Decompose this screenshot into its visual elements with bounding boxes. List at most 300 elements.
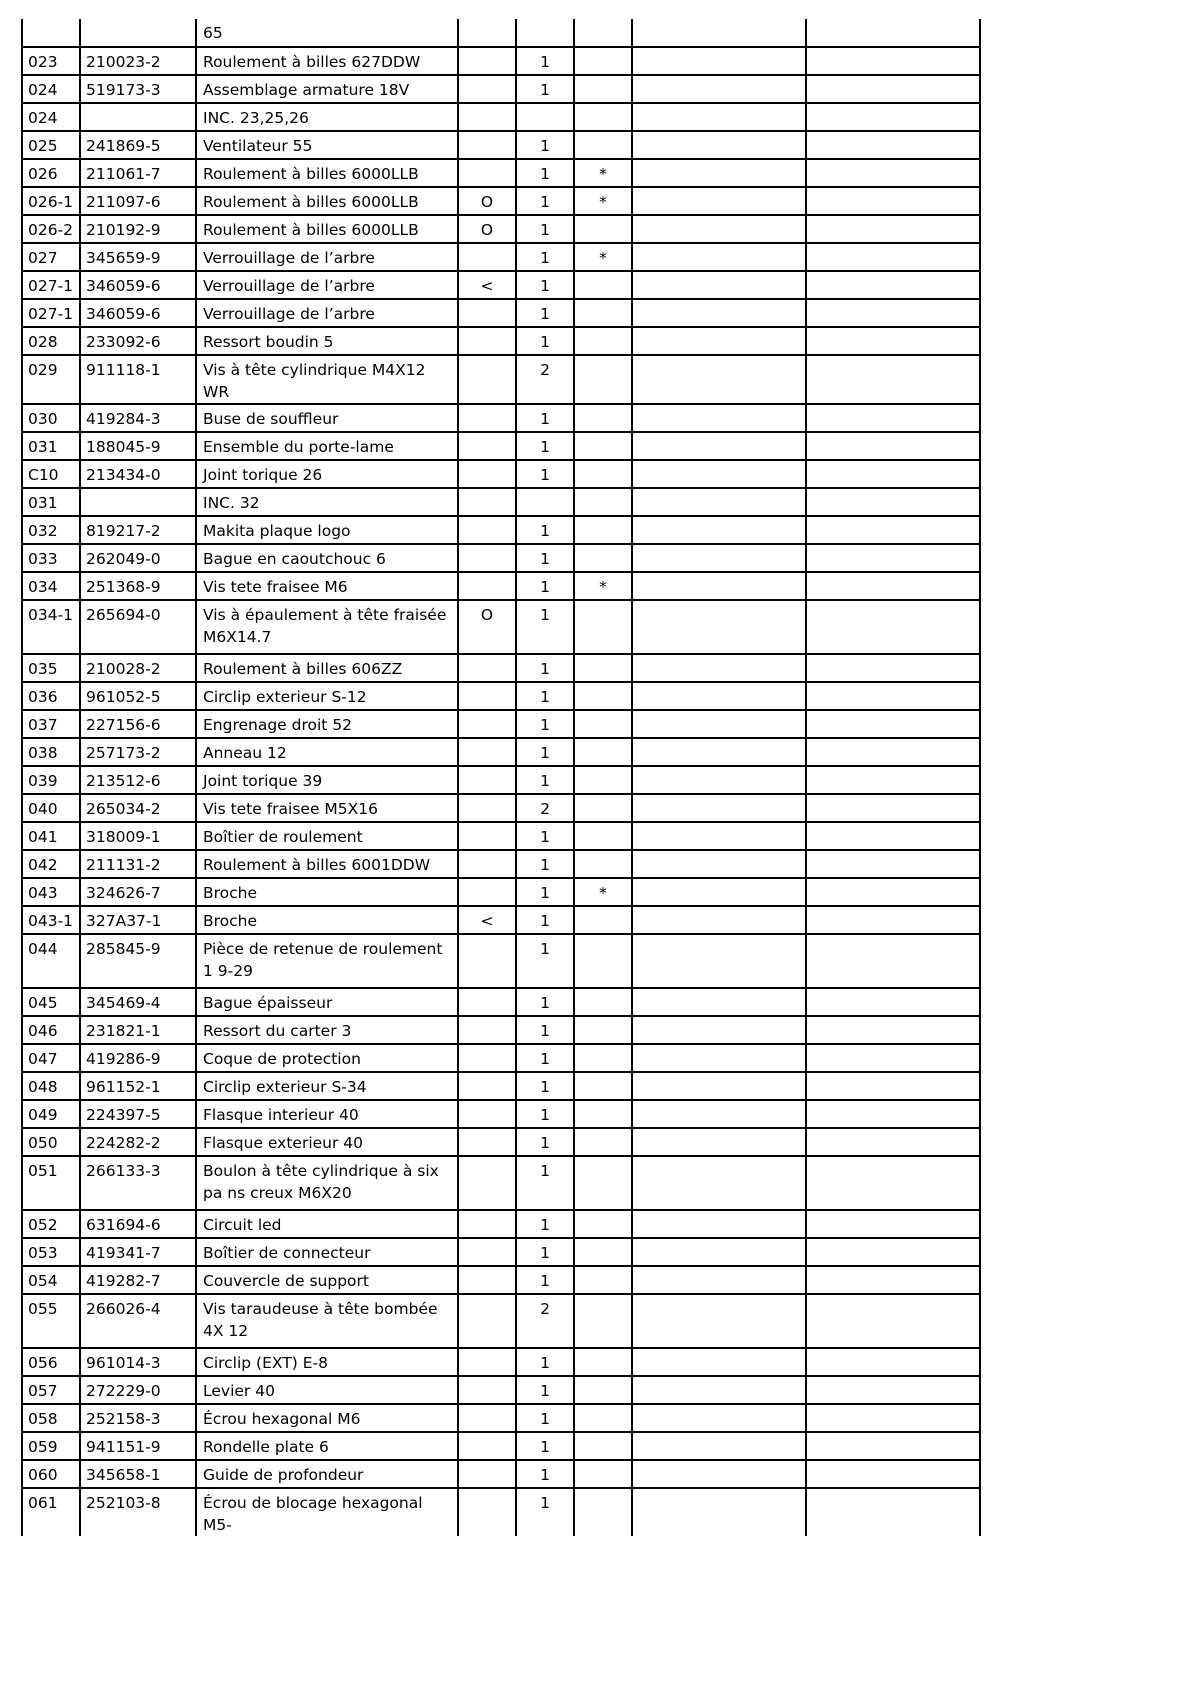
cell-quantity: 1 xyxy=(516,1488,574,1536)
cell-flag xyxy=(458,131,516,159)
cell-flag xyxy=(458,1238,516,1266)
table-row xyxy=(22,488,980,516)
cell-description: Engrenage droit 52 xyxy=(196,710,458,738)
cell-flag xyxy=(458,766,516,794)
cell-description: Levier 40 xyxy=(196,1376,458,1404)
cell-note-a xyxy=(632,1016,806,1044)
cell-ref-no: 058 xyxy=(22,1404,80,1432)
cell-ref-no: 028 xyxy=(22,327,80,355)
table-row xyxy=(22,738,980,766)
cell-part-no: 419341-7 xyxy=(80,1238,196,1266)
cell-star xyxy=(574,682,632,710)
cell-description: Guide de profondeur xyxy=(196,1460,458,1488)
cell-flag xyxy=(458,460,516,488)
table-row xyxy=(22,1016,980,1044)
cell-quantity: 1 xyxy=(516,878,574,906)
cell-flag xyxy=(458,103,516,131)
cell-note-a xyxy=(632,572,806,600)
cell-star xyxy=(574,738,632,766)
cell-flag xyxy=(458,1376,516,1404)
cell-quantity: 1 xyxy=(516,131,574,159)
cell-flag xyxy=(458,1072,516,1100)
cell-flag xyxy=(458,738,516,766)
cell-part-no: 227156-6 xyxy=(80,710,196,738)
cell-ref-no: 059 xyxy=(22,1432,80,1460)
cell-star xyxy=(574,850,632,878)
cell-ref-no: 041 xyxy=(22,822,80,850)
table-row xyxy=(22,906,980,934)
table-row xyxy=(22,271,980,299)
cell-star: * xyxy=(574,243,632,271)
cell-ref-no: 049 xyxy=(22,1100,80,1128)
cell-note-a xyxy=(632,1156,806,1210)
table-row xyxy=(22,404,980,432)
cell-flag xyxy=(458,1294,516,1348)
cell-flag xyxy=(458,1266,516,1294)
cell-description: Makita plaque logo xyxy=(196,516,458,544)
table-row xyxy=(22,682,980,710)
cell-part-no: 819217-2 xyxy=(80,516,196,544)
cell-description: Vis à tête cylindrique M4X12 WR xyxy=(196,355,458,404)
cell-description: Roulement à billes 606ZZ xyxy=(196,654,458,682)
cell-quantity: 1 xyxy=(516,1044,574,1072)
cell-note-b xyxy=(806,1376,980,1404)
table-row xyxy=(22,460,980,488)
cell-quantity: 1 xyxy=(516,766,574,794)
cell-part-no: 324626-7 xyxy=(80,878,196,906)
cell-part-no: 241869-5 xyxy=(80,131,196,159)
cell-description: 65 xyxy=(196,19,458,47)
cell-note-a xyxy=(632,1460,806,1488)
cell-star xyxy=(574,460,632,488)
cell-flag xyxy=(458,934,516,988)
table-row xyxy=(22,1376,980,1404)
cell-ref-no: 029 xyxy=(22,355,80,404)
cell-star xyxy=(574,654,632,682)
cell-note-b xyxy=(806,215,980,243)
cell-description: Couvercle de support xyxy=(196,1266,458,1294)
cell-star xyxy=(574,1488,632,1536)
cell-note-b xyxy=(806,1044,980,1072)
cell-part-no: 345469-4 xyxy=(80,988,196,1016)
cell-quantity: 1 xyxy=(516,299,574,327)
cell-flag: O xyxy=(458,215,516,243)
cell-star xyxy=(574,906,632,934)
cell-part-no: 224397-5 xyxy=(80,1100,196,1128)
cell-ref-no xyxy=(22,19,80,47)
table-row xyxy=(22,1156,980,1210)
cell-note-b xyxy=(806,934,980,988)
cell-note-a xyxy=(632,1210,806,1238)
cell-description: Verrouillage de l’arbre xyxy=(196,299,458,327)
table-row xyxy=(22,710,980,738)
cell-ref-no: 027-1 xyxy=(22,299,80,327)
cell-note-b xyxy=(806,488,980,516)
cell-flag xyxy=(458,682,516,710)
cell-note-a xyxy=(632,103,806,131)
cell-note-a xyxy=(632,544,806,572)
cell-quantity: 1 xyxy=(516,243,574,271)
cell-star xyxy=(574,327,632,355)
cell-description: Vis tete fraisee M5X16 xyxy=(196,794,458,822)
cell-ref-no: 043 xyxy=(22,878,80,906)
cell-ref-no: 039 xyxy=(22,766,80,794)
cell-note-b xyxy=(806,19,980,47)
cell-ref-no: 036 xyxy=(22,682,80,710)
cell-description: Assemblage armature 18V xyxy=(196,75,458,103)
table-row xyxy=(22,1072,980,1100)
cell-note-b xyxy=(806,1072,980,1100)
cell-note-a xyxy=(632,187,806,215)
cell-ref-no: 031 xyxy=(22,488,80,516)
cell-quantity: 1 xyxy=(516,1238,574,1266)
cell-ref-no: 034-1 xyxy=(22,600,80,654)
cell-note-b xyxy=(806,299,980,327)
table-row xyxy=(22,600,980,654)
cell-ref-no: 035 xyxy=(22,654,80,682)
cell-description: Boîtier de roulement xyxy=(196,822,458,850)
cell-star xyxy=(574,544,632,572)
cell-quantity: 1 xyxy=(516,404,574,432)
cell-note-a xyxy=(632,766,806,794)
cell-part-no: 251368-9 xyxy=(80,572,196,600)
cell-description: Vis taraudeuse à tête bombée 4X 12 xyxy=(196,1294,458,1348)
cell-description: Roulement à billes 6001DDW xyxy=(196,850,458,878)
cell-part-no: 272229-0 xyxy=(80,1376,196,1404)
cell-note-a xyxy=(632,794,806,822)
cell-quantity: 1 xyxy=(516,327,574,355)
cell-flag xyxy=(458,1044,516,1072)
cell-note-b xyxy=(806,432,980,460)
cell-quantity: 1 xyxy=(516,271,574,299)
cell-description: INC. 32 xyxy=(196,488,458,516)
cell-note-a xyxy=(632,1432,806,1460)
cell-star xyxy=(574,215,632,243)
table-row xyxy=(22,19,980,47)
cell-note-b xyxy=(806,572,980,600)
cell-flag xyxy=(458,1432,516,1460)
cell-description: Écrou hexagonal M6 xyxy=(196,1404,458,1432)
cell-quantity: 1 xyxy=(516,988,574,1016)
cell-ref-no: 060 xyxy=(22,1460,80,1488)
cell-quantity: 1 xyxy=(516,934,574,988)
cell-note-b xyxy=(806,654,980,682)
cell-ref-no: 037 xyxy=(22,710,80,738)
cell-note-a xyxy=(632,1266,806,1294)
cell-flag xyxy=(458,1210,516,1238)
cell-star xyxy=(574,1294,632,1348)
cell-note-b xyxy=(806,794,980,822)
cell-quantity: 1 xyxy=(516,516,574,544)
cell-note-b xyxy=(806,1016,980,1044)
cell-note-a xyxy=(632,355,806,404)
table-row xyxy=(22,159,980,187)
cell-ref-no: 042 xyxy=(22,850,80,878)
cell-flag xyxy=(458,544,516,572)
cell-part-no: 419284-3 xyxy=(80,404,196,432)
cell-flag xyxy=(458,355,516,404)
cell-part-no: 211131-2 xyxy=(80,850,196,878)
cell-note-b xyxy=(806,878,980,906)
cell-note-b xyxy=(806,822,980,850)
cell-star xyxy=(574,271,632,299)
table-row xyxy=(22,327,980,355)
cell-note-b xyxy=(806,355,980,404)
table-row xyxy=(22,1210,980,1238)
cell-part-no xyxy=(80,488,196,516)
table-row xyxy=(22,1238,980,1266)
cell-note-a xyxy=(632,1072,806,1100)
cell-note-b xyxy=(806,600,980,654)
cell-note-a xyxy=(632,878,806,906)
cell-flag xyxy=(458,1128,516,1156)
table-row xyxy=(22,432,980,460)
cell-note-b xyxy=(806,404,980,432)
cell-quantity: 1 xyxy=(516,906,574,934)
cell-description: Pièce de retenue de roulement 1 9-29 xyxy=(196,934,458,988)
cell-part-no: 318009-1 xyxy=(80,822,196,850)
cell-quantity: 2 xyxy=(516,1294,574,1348)
cell-description: Verrouillage de l’arbre xyxy=(196,271,458,299)
cell-note-a xyxy=(632,404,806,432)
cell-part-no: 345658-1 xyxy=(80,1460,196,1488)
table-row xyxy=(22,47,980,75)
cell-note-a xyxy=(632,934,806,988)
cell-flag xyxy=(458,1100,516,1128)
table-row xyxy=(22,299,980,327)
table-row xyxy=(22,822,980,850)
cell-part-no: 224282-2 xyxy=(80,1128,196,1156)
cell-star xyxy=(574,432,632,460)
cell-flag xyxy=(458,1348,516,1376)
table-row xyxy=(22,1100,980,1128)
cell-description: Rondelle plate 6 xyxy=(196,1432,458,1460)
cell-note-a xyxy=(632,1294,806,1348)
cell-ref-no: 032 xyxy=(22,516,80,544)
cell-quantity: 1 xyxy=(516,1460,574,1488)
cell-quantity: 1 xyxy=(516,1432,574,1460)
cell-star xyxy=(574,1348,632,1376)
cell-ref-no: 027 xyxy=(22,243,80,271)
cell-star xyxy=(574,1404,632,1432)
cell-ref-no: 026-2 xyxy=(22,215,80,243)
cell-part-no xyxy=(80,19,196,47)
cell-note-a xyxy=(632,1100,806,1128)
cell-star xyxy=(574,299,632,327)
cell-quantity: 1 xyxy=(516,600,574,654)
cell-note-a xyxy=(632,1376,806,1404)
cell-part-no: 327A37-1 xyxy=(80,906,196,934)
cell-note-a xyxy=(632,47,806,75)
cell-star xyxy=(574,988,632,1016)
cell-ref-no: 034 xyxy=(22,572,80,600)
cell-description: Roulement à billes 627DDW xyxy=(196,47,458,75)
table-row xyxy=(22,794,980,822)
cell-ref-no: 044 xyxy=(22,934,80,988)
cell-part-no: 941151-9 xyxy=(80,1432,196,1460)
cell-note-a xyxy=(632,1488,806,1536)
cell-star: * xyxy=(574,878,632,906)
cell-star xyxy=(574,355,632,404)
cell-part-no: 285845-9 xyxy=(80,934,196,988)
cell-quantity: 1 xyxy=(516,1348,574,1376)
cell-note-b xyxy=(806,516,980,544)
cell-note-a xyxy=(632,988,806,1016)
table-row xyxy=(22,850,980,878)
cell-quantity: 1 xyxy=(516,572,574,600)
cell-part-no: 233092-6 xyxy=(80,327,196,355)
table-row xyxy=(22,243,980,271)
cell-star xyxy=(574,934,632,988)
cell-flag xyxy=(458,572,516,600)
cell-star xyxy=(574,1376,632,1404)
cell-note-a xyxy=(632,327,806,355)
cell-quantity xyxy=(516,488,574,516)
cell-note-a xyxy=(632,159,806,187)
cell-note-b xyxy=(806,544,980,572)
cell-ref-no: 026 xyxy=(22,159,80,187)
cell-ref-no: 024 xyxy=(22,75,80,103)
cell-description: Circuit led xyxy=(196,1210,458,1238)
cell-flag xyxy=(458,1404,516,1432)
cell-ref-no: 051 xyxy=(22,1156,80,1210)
cell-note-a xyxy=(632,1128,806,1156)
table-row xyxy=(22,1266,980,1294)
cell-description: Circlip exterieur S-12 xyxy=(196,682,458,710)
cell-ref-no: 030 xyxy=(22,404,80,432)
cell-part-no: 419286-9 xyxy=(80,1044,196,1072)
cell-note-b xyxy=(806,327,980,355)
table-row xyxy=(22,544,980,572)
cell-quantity: 1 xyxy=(516,460,574,488)
cell-flag xyxy=(458,988,516,1016)
cell-flag xyxy=(458,794,516,822)
cell-note-b xyxy=(806,460,980,488)
cell-part-no: 210023-2 xyxy=(80,47,196,75)
table-row xyxy=(22,1432,980,1460)
cell-quantity xyxy=(516,103,574,131)
cell-ref-no: 038 xyxy=(22,738,80,766)
cell-quantity: 1 xyxy=(516,75,574,103)
cell-description: Vis à épaulement à tête fraisée M6X14.7 xyxy=(196,600,458,654)
cell-flag: O xyxy=(458,187,516,215)
cell-flag xyxy=(458,432,516,460)
cell-star xyxy=(574,822,632,850)
cell-star: * xyxy=(574,159,632,187)
cell-quantity: 1 xyxy=(516,1128,574,1156)
table-row xyxy=(22,766,980,794)
table-row xyxy=(22,1404,980,1432)
cell-description: Roulement à billes 6000LLB xyxy=(196,215,458,243)
cell-flag xyxy=(458,1156,516,1210)
cell-part-no: 519173-3 xyxy=(80,75,196,103)
cell-note-b xyxy=(806,1210,980,1238)
cell-note-a xyxy=(632,738,806,766)
cell-note-a xyxy=(632,600,806,654)
cell-description: Buse de souffleur xyxy=(196,404,458,432)
cell-description: Joint torique 39 xyxy=(196,766,458,794)
cell-part-no: 231821-1 xyxy=(80,1016,196,1044)
cell-part-no: 188045-9 xyxy=(80,432,196,460)
cell-ref-no: C10 xyxy=(22,460,80,488)
cell-quantity: 1 xyxy=(516,1100,574,1128)
cell-quantity: 1 xyxy=(516,1266,574,1294)
cell-description: INC. 23,25,26 xyxy=(196,103,458,131)
cell-part-no: 911118-1 xyxy=(80,355,196,404)
cell-note-b xyxy=(806,1348,980,1376)
cell-part-no: 213512-6 xyxy=(80,766,196,794)
cell-ref-no: 040 xyxy=(22,794,80,822)
cell-description: Joint torique 26 xyxy=(196,460,458,488)
cell-description: Circlip exterieur S-34 xyxy=(196,1072,458,1100)
cell-flag xyxy=(458,710,516,738)
cell-description: Ensemble du porte-lame xyxy=(196,432,458,460)
cell-ref-no: 024 xyxy=(22,103,80,131)
cell-note-a xyxy=(632,271,806,299)
cell-part-no: 346059-6 xyxy=(80,271,196,299)
cell-description: Bague épaisseur xyxy=(196,988,458,1016)
cell-part-no: 262049-0 xyxy=(80,544,196,572)
cell-description: Roulement à billes 6000LLB xyxy=(196,159,458,187)
cell-note-b xyxy=(806,1294,980,1348)
cell-flag xyxy=(458,654,516,682)
cell-part-no: 961014-3 xyxy=(80,1348,196,1376)
cell-ref-no: 061 xyxy=(22,1488,80,1536)
cell-note-b xyxy=(806,47,980,75)
cell-flag xyxy=(458,75,516,103)
cell-quantity: 1 xyxy=(516,47,574,75)
cell-note-a xyxy=(632,131,806,159)
cell-part-no: 211097-6 xyxy=(80,187,196,215)
cell-star xyxy=(574,1432,632,1460)
cell-note-a xyxy=(632,850,806,878)
cell-description: Broche xyxy=(196,906,458,934)
table-row xyxy=(22,878,980,906)
cell-star xyxy=(574,1238,632,1266)
cell-ref-no: 026-1 xyxy=(22,187,80,215)
cell-flag xyxy=(458,19,516,47)
cell-ref-no: 047 xyxy=(22,1044,80,1072)
cell-note-b xyxy=(806,1128,980,1156)
table-row xyxy=(22,654,980,682)
cell-quantity: 1 xyxy=(516,1072,574,1100)
table-row xyxy=(22,187,980,215)
cell-ref-no: 052 xyxy=(22,1210,80,1238)
cell-note-a xyxy=(632,906,806,934)
cell-star xyxy=(574,1156,632,1210)
cell-description: Circlip (EXT) E-8 xyxy=(196,1348,458,1376)
cell-quantity: 2 xyxy=(516,355,574,404)
cell-description: Anneau 12 xyxy=(196,738,458,766)
cell-ref-no: 053 xyxy=(22,1238,80,1266)
cell-note-b xyxy=(806,1266,980,1294)
table-row xyxy=(22,516,980,544)
parts-table xyxy=(21,19,981,1536)
cell-part-no: 961052-5 xyxy=(80,682,196,710)
cell-star xyxy=(574,710,632,738)
cell-description: Ressort boudin 5 xyxy=(196,327,458,355)
cell-note-a xyxy=(632,516,806,544)
cell-flag: < xyxy=(458,906,516,934)
cell-part-no: 257173-2 xyxy=(80,738,196,766)
cell-quantity: 1 xyxy=(516,159,574,187)
cell-ref-no: 045 xyxy=(22,988,80,1016)
cell-quantity: 1 xyxy=(516,544,574,572)
cell-star xyxy=(574,47,632,75)
cell-quantity xyxy=(516,19,574,47)
cell-note-a xyxy=(632,1044,806,1072)
cell-note-b xyxy=(806,850,980,878)
